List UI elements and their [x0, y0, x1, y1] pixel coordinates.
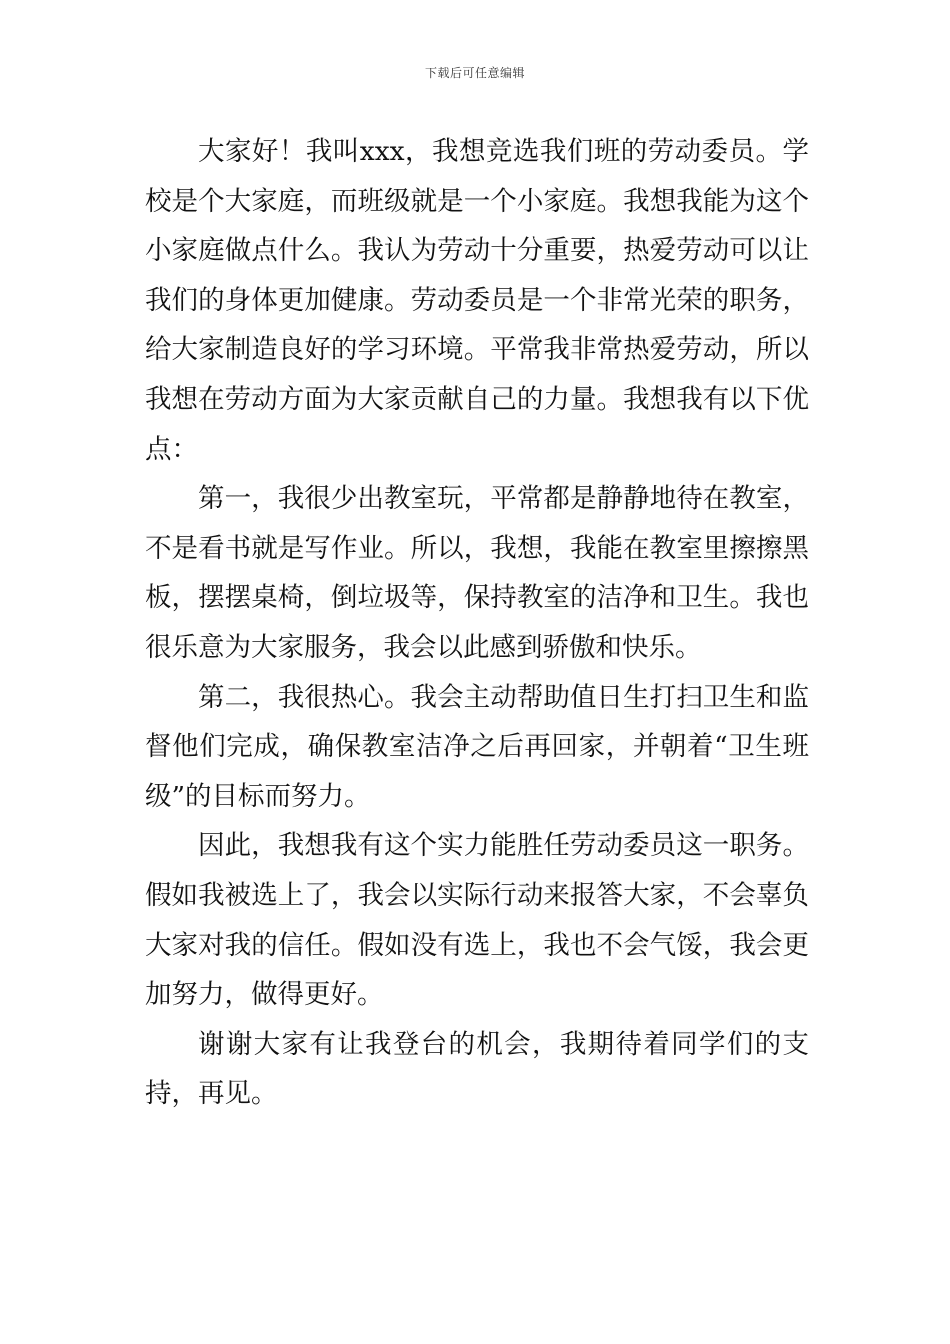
document-body: [145, 127, 809, 1119]
header-note: 下载后可任意编辑: [424, 66, 525, 80]
paragraph-intro: 大家好！我叫xxx，我想竞选我们班的劳动委员。学校是个大家庭，而班级就是一个小家庭。我想我能为这个小家庭做点什么。我认为劳动十分重要，热爱劳动可以让我们的身体更加健康。劳动委员是一个非常光荣的职务，给大家制造良好的学习环境。平常我非常热爱劳动，所以我想在劳动方面为大家贡献自己的力量。我想我有以下优点：: [145, 136, 809, 465]
paragraph-second-point: 第二，我很热心。我会主动帮助值日生打扫卫生和监督他们完成，确保教室洁净之后再回家，并朝着“卫生班级”的目标而努力。: [145, 681, 809, 812]
paragraph-conclusion: 因此，我想我有这个实力能胜任劳动委员这一职务。假如我被选上了，我会以实际行动来报答大家，不会辜负大家对我的信任。假如没有选上，我也不会气馁，我会更加努力，做得更好。: [145, 830, 809, 1011]
paragraph-first-point: 第一，我很少出教室玩，平常都是静静地待在教室，不是看书就是写作业。所以，我想，我能在教室里擦擦黑板，摆摆桌椅，倒垃圾等，保持教室的洁净和卫生。我也很乐意为大家服务，我会以此感到骄傲和快乐。: [145, 483, 809, 663]
paragraph-closing: 谢谢大家有让我登台的机会，我期待着同学们的支持，再见。: [145, 1028, 809, 1110]
